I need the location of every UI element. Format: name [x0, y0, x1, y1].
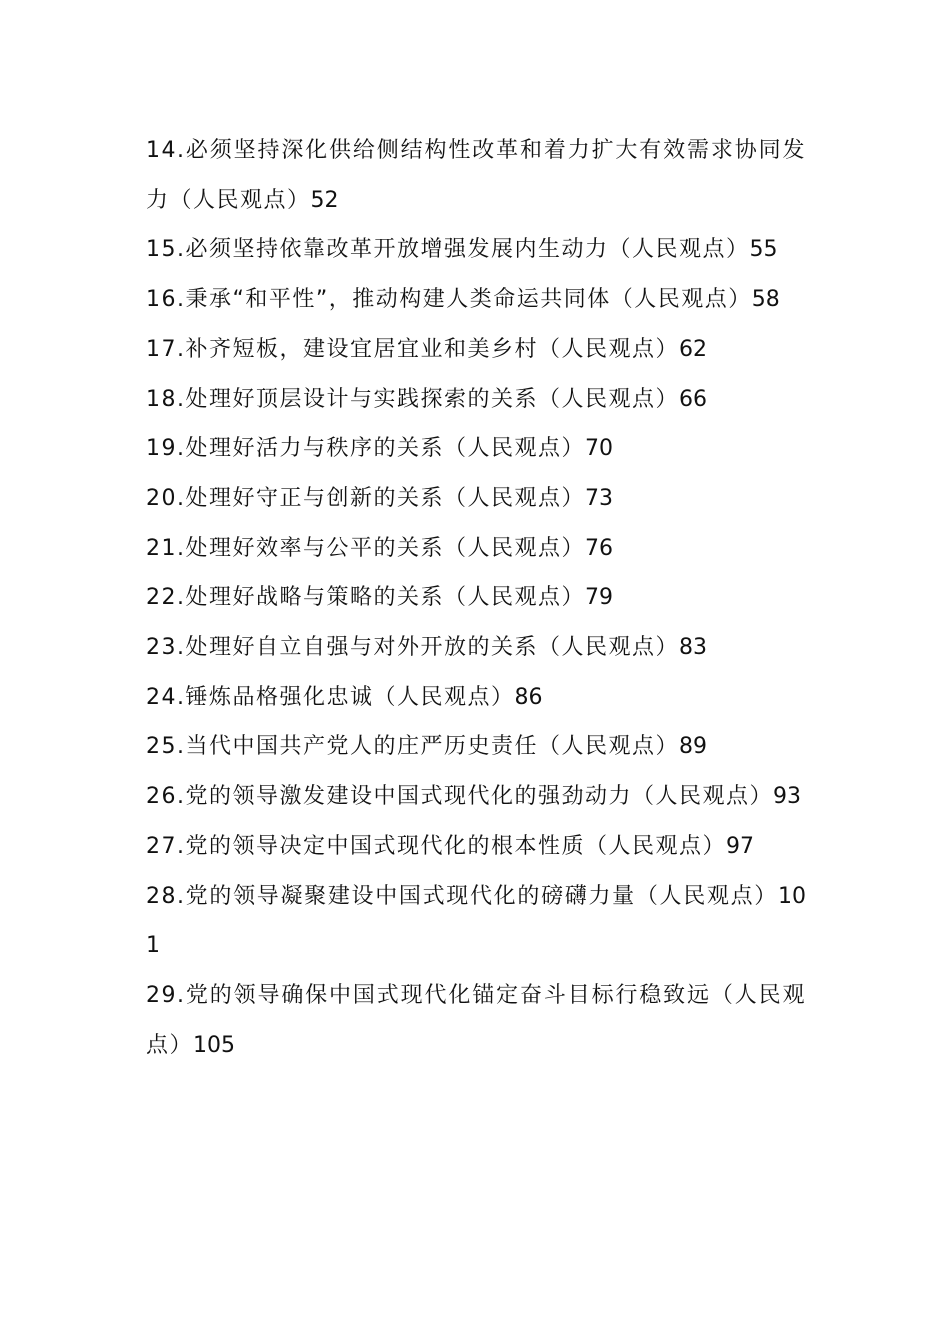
toc-entry-page: 73 — [585, 485, 613, 511]
toc-entry — [146, 225, 806, 275]
toc-entry-title: 15.必须坚持依靠改革开放增强发展内生动力（人民观点） — [146, 237, 750, 263]
toc-entry — [146, 474, 806, 524]
toc-entry-page: 79 — [585, 585, 613, 611]
toc-entry — [146, 375, 806, 425]
toc-entry-page: 83 — [679, 635, 707, 661]
toc-entry-page: 93 — [773, 784, 801, 810]
toc-entry — [146, 126, 806, 225]
toc-entry-title: 16.秉承“和平性”，推动构建人类命运共同体（人民观点） — [146, 287, 752, 313]
toc-entry-title: 29.党的领导确保中国式现代化锚定奋斗目标行稳致远（人民观点） — [146, 982, 806, 1058]
toc-entry — [146, 424, 806, 474]
toc-entry — [146, 623, 806, 673]
toc-entry — [146, 325, 806, 375]
toc-entry-title: 20.处理好守正与创新的关系（人民观点） — [146, 485, 585, 511]
toc-entry-title: 19.处理好活力与秩序的关系（人民观点） — [146, 436, 585, 462]
toc-entry-title: 14.必须坚持深化供给侧结构性改革和着力扩大有效需求协同发力（人民观点） — [146, 138, 806, 213]
toc-entry-title: 17.补齐短板，建设宜居宜业和美乡村（人民观点） — [146, 336, 679, 362]
toc-entry-page: 70 — [585, 436, 613, 462]
toc-entry-title: 27.党的领导决定中国式现代化的根本性质（人民观点） — [146, 833, 726, 859]
toc-entry — [146, 524, 806, 574]
toc-entry-page: 76 — [585, 535, 613, 561]
toc-entry-title: 21.处理好效率与公平的关系（人民观点） — [146, 535, 585, 561]
toc-entry-title: 22.处理好战略与策略的关系（人民观点） — [146, 585, 585, 611]
toc-entry-title: 28.党的领导凝聚建设中国式现代化的磅礴力量（人民观点） — [146, 883, 778, 909]
toc-entry-page: 97 — [726, 833, 754, 859]
toc-entry-page: 105 — [193, 1032, 236, 1058]
toc-entry — [146, 822, 806, 872]
toc-entry — [146, 673, 806, 723]
toc-entry-page: 86 — [514, 684, 543, 710]
toc-entry-title: 24.锤炼品格强化忠诚（人民观点） — [146, 684, 515, 710]
toc-entry — [146, 573, 806, 623]
toc-entry — [146, 275, 806, 325]
toc-entry-title: 26.党的领导激发建设中国式现代化的强劲动力（人民观点） — [146, 784, 773, 810]
toc-entry — [146, 872, 806, 971]
toc-entry-page: 62 — [679, 336, 707, 362]
table-of-contents — [146, 126, 806, 1070]
toc-entry-title: 23.处理好自立自强与对外开放的关系（人民观点） — [146, 635, 679, 661]
toc-entry — [146, 722, 806, 772]
toc-entry-page: 89 — [679, 734, 707, 760]
toc-entry-page: 58 — [751, 287, 780, 313]
toc-entry-page: 101 — [146, 883, 806, 959]
toc-entry-page: 55 — [749, 237, 778, 263]
toc-entry-title: 25.当代中国共产党人的庄严历史责任（人民观点） — [146, 734, 679, 760]
toc-entry — [146, 772, 806, 822]
toc-entry-page: 52 — [310, 187, 339, 213]
toc-entry-page: 66 — [679, 386, 707, 412]
toc-entry-title: 18.处理好顶层设计与实践探索的关系（人民观点） — [146, 386, 679, 412]
toc-entry — [146, 971, 806, 1070]
